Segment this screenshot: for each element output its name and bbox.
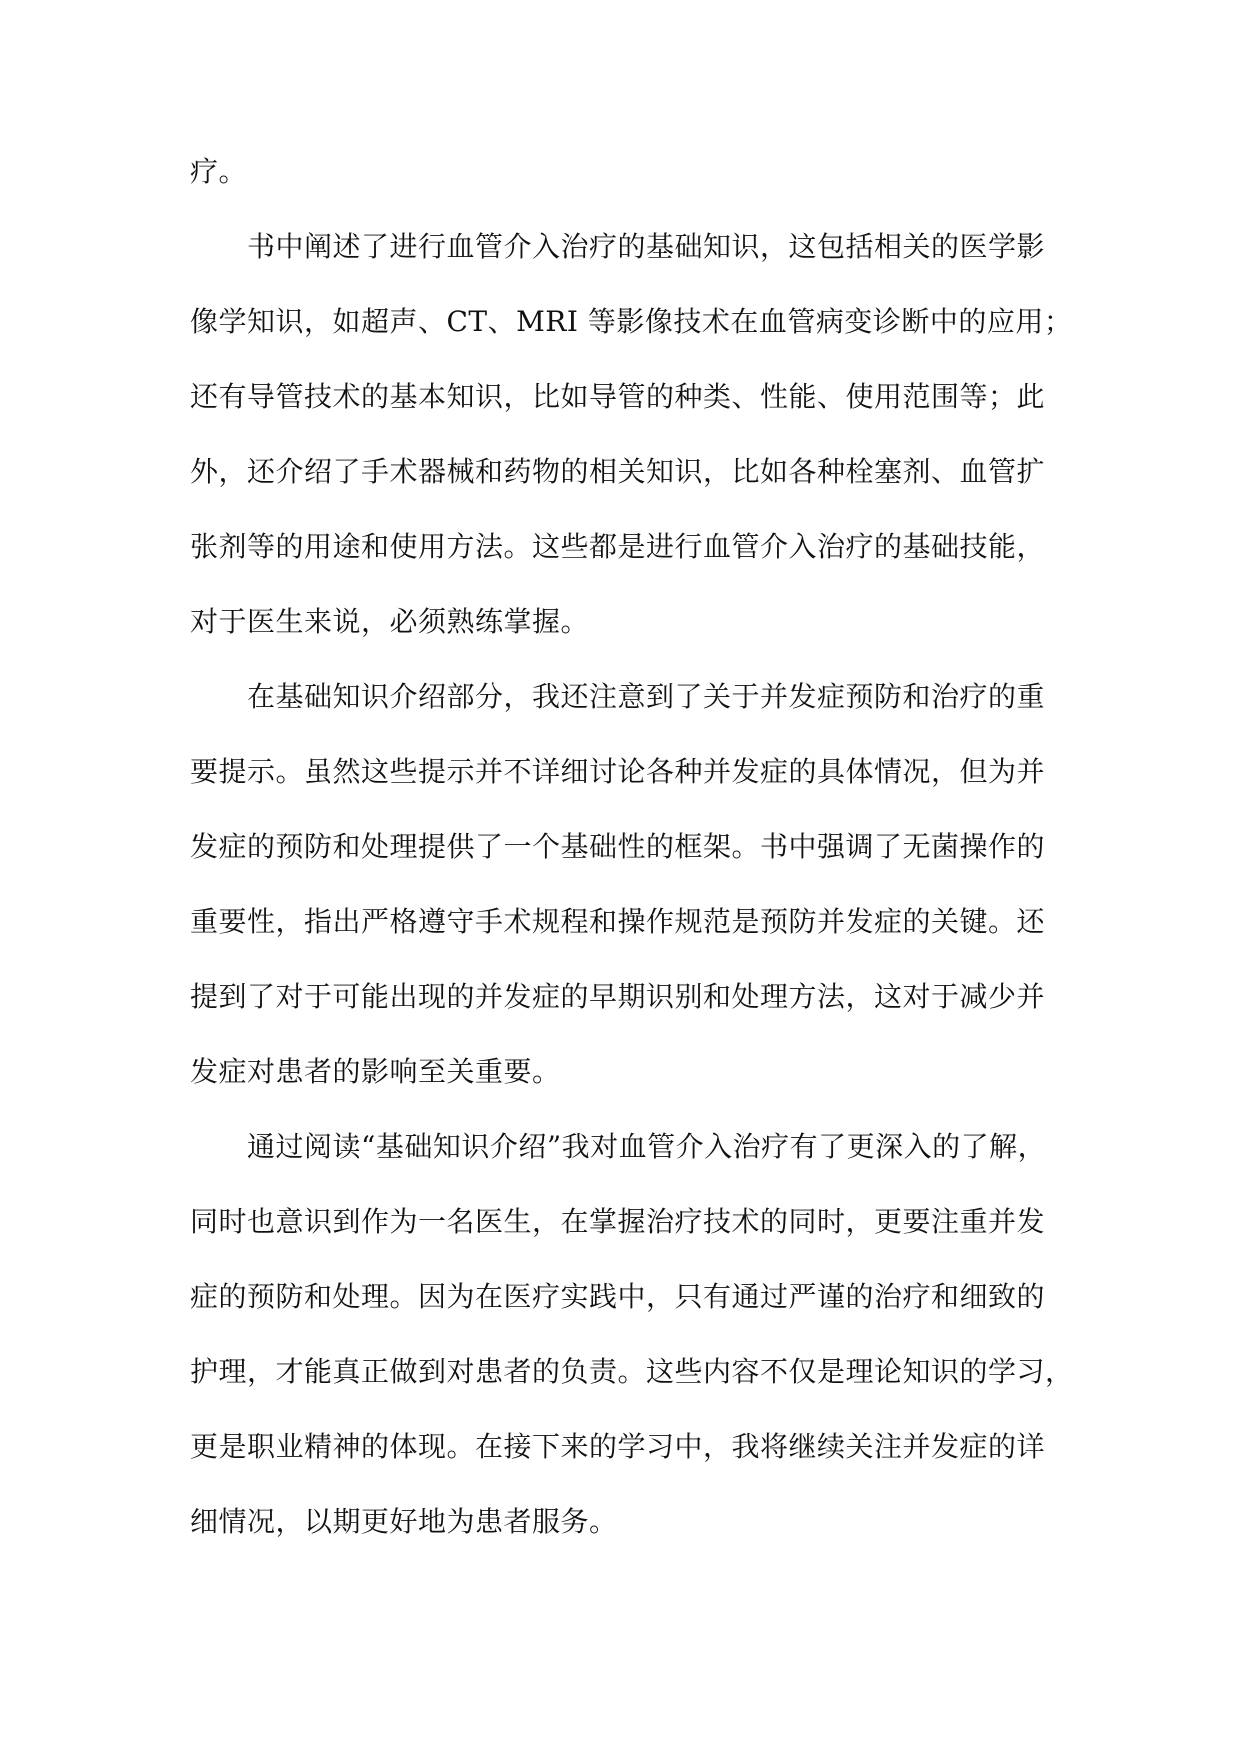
text-line: 重要性，指出严格遵守手术规程和操作规范是预防并发症的关键。还 xyxy=(190,905,1046,938)
text-line: 同时也意识到作为一名医生，在掌握治疗技术的同时，更要注重并发 xyxy=(190,1205,1046,1238)
text-line: 对于医生来说，必须熟练掌握。 xyxy=(190,605,590,638)
text-line: 发症的预防和处理提供了一个基础性的框架。书中强调了无菌操作的 xyxy=(190,830,1046,863)
paragraph-first-line: 在基础知识介绍部分，我还注意到了关于并发症预防和治疗的重 xyxy=(247,680,1046,713)
text-line: 外，还介绍了手术器械和药物的相关知识，比如各种栓塞剂、血管扩 xyxy=(190,455,1046,488)
text-line: 像学知识，如超声、CT、MRI 等影像技术在血管病变诊断中的应用； xyxy=(190,305,1073,338)
body-text xyxy=(190,142,1074,1567)
text-line: 细情况，以期更好地为患者服务。 xyxy=(190,1505,618,1538)
text-line: 提到了对于可能出现的并发症的早期识别和处理方法，这对于减少并 xyxy=(190,980,1046,1013)
paragraph-first-line: 通过阅读“基础知识介绍”我对血管介入治疗有了更深入的了解， xyxy=(247,1130,1047,1163)
text-line: 疗。 xyxy=(190,155,248,188)
text-line: 还有导管技术的基本知识，比如导管的种类、性能、使用范围等；此 xyxy=(190,380,1046,413)
text-line: 更是职业精神的体现。在接下来的学习中，我将继续关注并发症的详 xyxy=(190,1430,1046,1463)
text-line: 张剂等的用途和使用方法。这些都是进行血管介入治疗的基础技能， xyxy=(190,530,1046,563)
text-line: 发症对患者的影响至关重要。 xyxy=(190,1055,561,1088)
text-line: 护理，才能真正做到对患者的负责。这些内容不仅是理论知识的学习， xyxy=(190,1355,1074,1388)
text-line: 要提示。虽然这些提示并不详细讨论各种并发症的具体情况，但为并 xyxy=(190,755,1046,788)
text-line: 症的预防和处理。因为在医疗实践中，只有通过严谨的治疗和细致的 xyxy=(190,1280,1046,1313)
paragraph-first-line: 书中阐述了进行血管介入治疗的基础知识，这包括相关的医学影 xyxy=(247,230,1046,263)
